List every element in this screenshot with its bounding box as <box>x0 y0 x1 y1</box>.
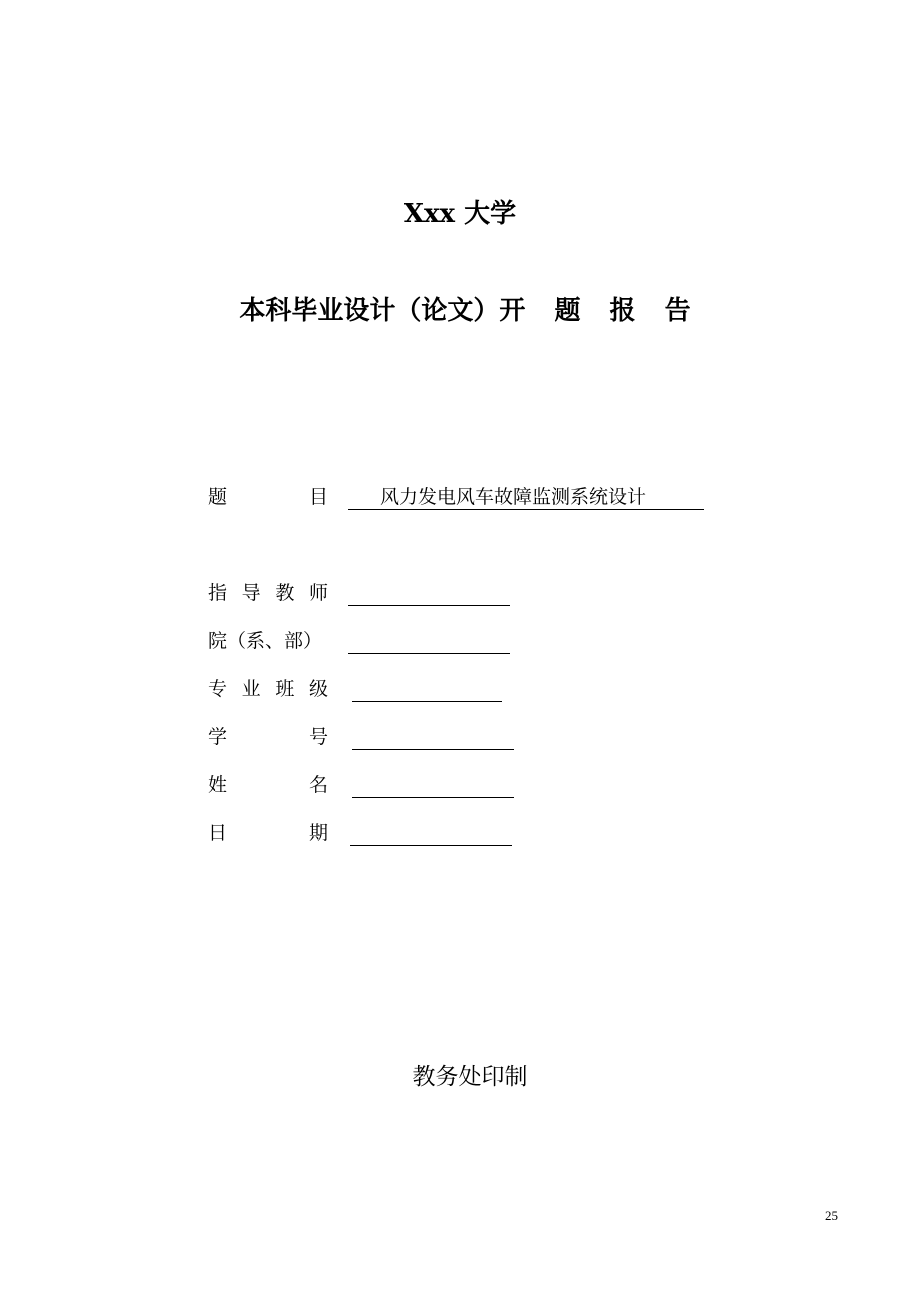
field-row-department <box>208 626 728 656</box>
field-label-topic: 题 目 <box>208 486 328 508</box>
report-title-tail: 开 题 报 告 <box>499 296 701 326</box>
field-row-date <box>208 818 728 848</box>
field-label-student-id: 学 号 <box>208 726 328 748</box>
field-row-student-id <box>208 722 728 752</box>
field-label-advisor: 指 导 教 师 <box>208 582 328 604</box>
field-label-date: 日 期 <box>208 822 328 844</box>
class-underline <box>352 701 502 702</box>
field-row-class <box>208 674 728 704</box>
field-label-department: 院 （系、部） <box>208 630 323 652</box>
field-label-name: 姓 名 <box>208 774 328 796</box>
advisor-underline <box>348 605 510 606</box>
field-row-name <box>208 770 728 800</box>
field-row-topic <box>208 482 728 512</box>
name-underline <box>352 797 514 798</box>
issuer-text: 教务处印制 <box>412 1064 528 1090</box>
topic-value: 风力发电风车故障监测系统设计 <box>380 486 647 508</box>
report-title <box>0 290 920 327</box>
field-row-advisor <box>208 578 728 608</box>
department-underline <box>348 653 510 654</box>
topic-underline <box>348 509 704 510</box>
field-label-class: 专 业 班 级 <box>208 678 328 700</box>
university-name: Xxx 大学 <box>403 199 517 229</box>
date-underline <box>350 845 512 846</box>
student-id-underline <box>352 749 514 750</box>
page-number: 25 <box>825 1208 838 1223</box>
report-title-main: 本科毕业设计（论文） <box>239 296 500 326</box>
